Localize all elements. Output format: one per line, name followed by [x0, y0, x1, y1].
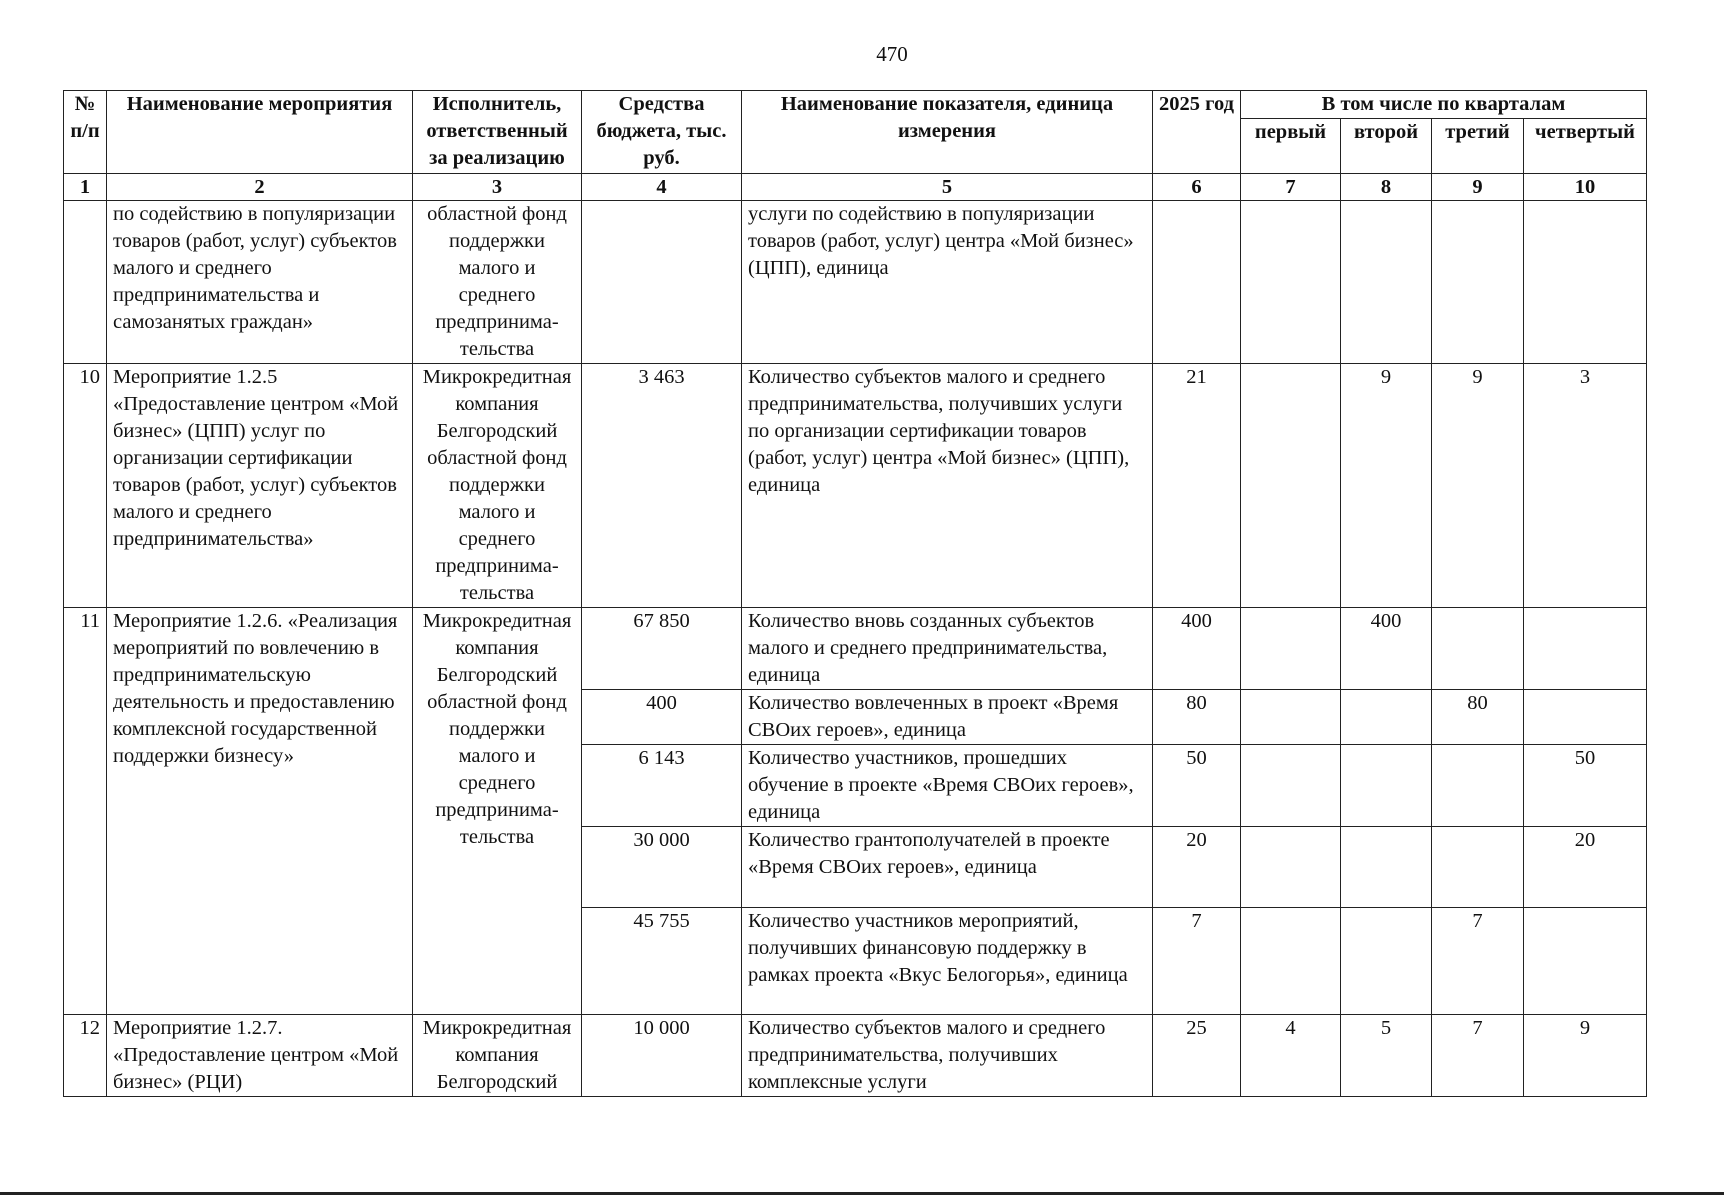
- column-number: 9: [1432, 174, 1524, 201]
- q3-value: 9: [1432, 364, 1524, 608]
- budget: 6 143: [582, 745, 742, 827]
- executor: Микрокредитная компания Белгородский: [413, 1015, 582, 1097]
- indicator: Количество грантополучателей в проекте «Время СВОих героев», единица: [742, 827, 1153, 908]
- column-number: 7: [1241, 174, 1341, 201]
- bottom-rule: [0, 1192, 1724, 1195]
- q1-value: [1241, 827, 1341, 908]
- header-executor: Исполнитель, ответственный за реализацию: [413, 91, 582, 174]
- table-row: [64, 364, 1647, 608]
- column-number: 2: [107, 174, 413, 201]
- row-number: [64, 201, 107, 364]
- header-q1: первый: [1241, 119, 1341, 174]
- executor: областной фонд поддержки малого и среднего предпринима-тельства: [413, 201, 582, 364]
- budget: 30 000: [582, 827, 742, 908]
- budget: 67 850: [582, 608, 742, 690]
- header-q2: второй: [1341, 119, 1432, 174]
- year-value: 80: [1153, 690, 1241, 745]
- budget: 400: [582, 690, 742, 745]
- activities-table: [63, 90, 1647, 1097]
- header-event-name: Наименование мероприятия: [107, 91, 413, 174]
- q1-value: [1241, 745, 1341, 827]
- q2-value: 400: [1341, 608, 1432, 690]
- q2-value: [1341, 827, 1432, 908]
- q1-value: [1241, 908, 1341, 1015]
- q4-value: 3: [1524, 364, 1647, 608]
- row-number: 12: [64, 1015, 107, 1097]
- q3-value: [1432, 201, 1524, 364]
- year-value: 20: [1153, 827, 1241, 908]
- indicator: услуги по содействию в популяризации товаров (работ, услуг) центра «Мой бизнес» (ЦПП), единица: [742, 201, 1153, 364]
- year-value: 21: [1153, 364, 1241, 608]
- column-number: 1: [64, 174, 107, 201]
- indicator: Количество вовлеченных в проект «Время СВОих героев», единица: [742, 690, 1153, 745]
- page-number: 470: [876, 42, 908, 66]
- budget: 45 755: [582, 908, 742, 1015]
- indicator: Количество субъектов малого и среднего предпринимательства, получивших комплексные услуги: [742, 1015, 1153, 1097]
- budget: 3 463: [582, 364, 742, 608]
- year-value: 7: [1153, 908, 1241, 1015]
- q4-value: [1524, 690, 1647, 745]
- executor: Микрокредитная компания Белгородский областной фонд поддержки малого и среднего предпринима-тельства: [413, 364, 582, 608]
- q1-value: [1241, 608, 1341, 690]
- q3-value: [1432, 745, 1524, 827]
- column-number: 5: [742, 174, 1153, 201]
- budget: [582, 201, 742, 364]
- q2-value: 5: [1341, 1015, 1432, 1097]
- budget: 10 000: [582, 1015, 742, 1097]
- q1-value: [1241, 690, 1341, 745]
- column-number: 4: [582, 174, 742, 201]
- q2-value: 9: [1341, 364, 1432, 608]
- q1-value: [1241, 201, 1341, 364]
- event-name: Мероприятие 1.2.5 «Предоставление центром «Мой бизнес» (ЦПП) услуг по организации сертификации товаров (работ, услуг) субъектов малого и среднего предпринимательства»: [107, 364, 413, 608]
- indicator: Количество участников, прошедших обучение в проекте «Время СВОих героев», единица: [742, 745, 1153, 827]
- column-number: 8: [1341, 174, 1432, 201]
- header-no: № п/п: [64, 91, 107, 174]
- q4-value: [1524, 608, 1647, 690]
- header-budget: Средства бюджета, тыс. руб.: [582, 91, 742, 174]
- q4-value: [1524, 908, 1647, 1015]
- header-q3: третий: [1432, 119, 1524, 174]
- q3-value: 7: [1432, 1015, 1524, 1097]
- q2-value: [1341, 690, 1432, 745]
- q4-value: 20: [1524, 827, 1647, 908]
- table-row: [64, 1015, 1647, 1097]
- table-row: [64, 201, 1647, 364]
- header-quarters-group: В том числе по кварталам: [1241, 91, 1647, 119]
- executor: Микрокредитная компания Белгородский областной фонд поддержки малого и среднего предпринима-тельства: [413, 608, 582, 1015]
- indicator: Количество субъектов малого и среднего предпринимательства, получивших услуги по организации сертификации товаров (работ, услуг) центра «Мой бизнес» (ЦПП), единица: [742, 364, 1153, 608]
- q4-value: 50: [1524, 745, 1647, 827]
- row-number: 10: [64, 364, 107, 608]
- header-q4: четвертый: [1524, 119, 1647, 174]
- q3-value: [1432, 608, 1524, 690]
- q1-value: 4: [1241, 1015, 1341, 1097]
- column-number: 6: [1153, 174, 1241, 201]
- header-year: 2025 год: [1153, 91, 1241, 174]
- q2-value: [1341, 201, 1432, 364]
- q4-value: 9: [1524, 1015, 1647, 1097]
- header-indicator: Наименование показателя, единица измерения: [742, 91, 1153, 174]
- year-value: 25: [1153, 1015, 1241, 1097]
- table-row: [64, 608, 1647, 690]
- indicator: Количество участников мероприятий, получивших финансовую поддержку в рамках проекта «Вкус Белогорья», единица: [742, 908, 1153, 1015]
- q3-value: [1432, 827, 1524, 908]
- q3-value: 7: [1432, 908, 1524, 1015]
- year-value: [1153, 201, 1241, 364]
- column-number: 3: [413, 174, 582, 201]
- q3-value: 80: [1432, 690, 1524, 745]
- year-value: 400: [1153, 608, 1241, 690]
- column-numbers-row: [64, 174, 1647, 201]
- event-name: по содействию в популяризации товаров (работ, услуг) субъектов малого и среднего предпринимательства и самозанятых граждан»: [107, 201, 413, 364]
- q2-value: [1341, 745, 1432, 827]
- q1-value: [1241, 364, 1341, 608]
- event-name: Мероприятие 1.2.7. «Предоставление центром «Мой бизнес» (РЦИ): [107, 1015, 413, 1097]
- event-name: Мероприятие 1.2.6. «Реализация мероприятий по вовлечению в предпринимательскую деятельность и предоставлению комплексной государственной поддержки бизнесу»: [107, 608, 413, 1015]
- q4-value: [1524, 201, 1647, 364]
- year-value: 50: [1153, 745, 1241, 827]
- indicator: Количество вновь созданных субъектов малого и среднего предпринимательства, единица: [742, 608, 1153, 690]
- column-number: 10: [1524, 174, 1647, 201]
- row-number: 11: [64, 608, 107, 1015]
- q2-value: [1341, 908, 1432, 1015]
